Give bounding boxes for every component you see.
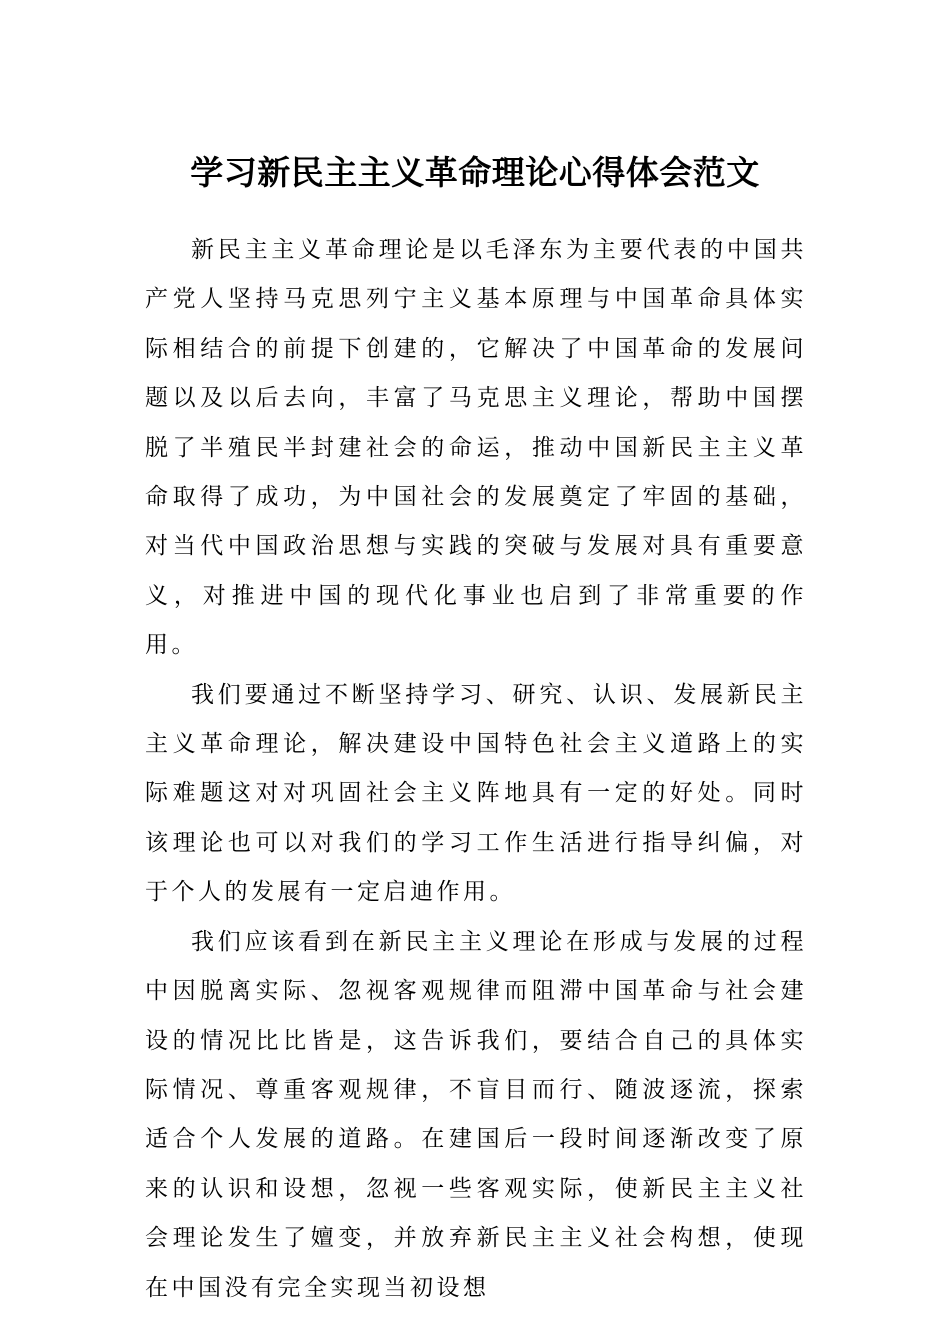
paragraph-3: 我们应该看到在新民主主义理论在形成与发展的过程中因脱离实际、忽视客观规律而阻滞中国革命与社会建设的情况比比皆是，这告诉我们，要结合自己的具体实际情况、尊重客观规律，不盲目而行、随波逐流，探索适合个人发展的道路。在建国后一段时间逐渐改变了原来的认识和设想，忽视一些客观实际，使新民主主义社会理论发生了嬗变，并放弃新民主主义社会构想，使现在中国没有完全实现当初设想 — [145, 928, 807, 1301]
document-body — [145, 226, 807, 1313]
document-title: 学习新民主主义革命理论心得体会范文 — [190, 153, 760, 192]
paragraph-2: 我们要通过不断坚持学习、研究、认识、发展新民主主义革命理论，解决建设中国特色社会主义道路上的实际难题这对对巩固社会主义阵地具有一定的好处。同时该理论也可以对我们的学习工作生活进行指导纠偏，对于个人的发展有一定启迪作用。 — [145, 681, 807, 906]
paragraph-1: 新民主主义革命理论是以毛泽东为主要代表的中国共产党人坚持马克思列宁主义基本原理与中国革命具体实际相结合的前提下创建的，它解决了中国革命的发展问题以及以后去向，丰富了马克思主义理论，帮助中国摆脱了半殖民半封建社会的命运，推动中国新民主主义革命取得了成功，为中国社会的发展奠定了牢固的基础，对当代中国政治思想与实践的突破与发展对具有重要意义，对推进中国的现代化事业也启到了非常重要的作用。 — [145, 237, 807, 659]
